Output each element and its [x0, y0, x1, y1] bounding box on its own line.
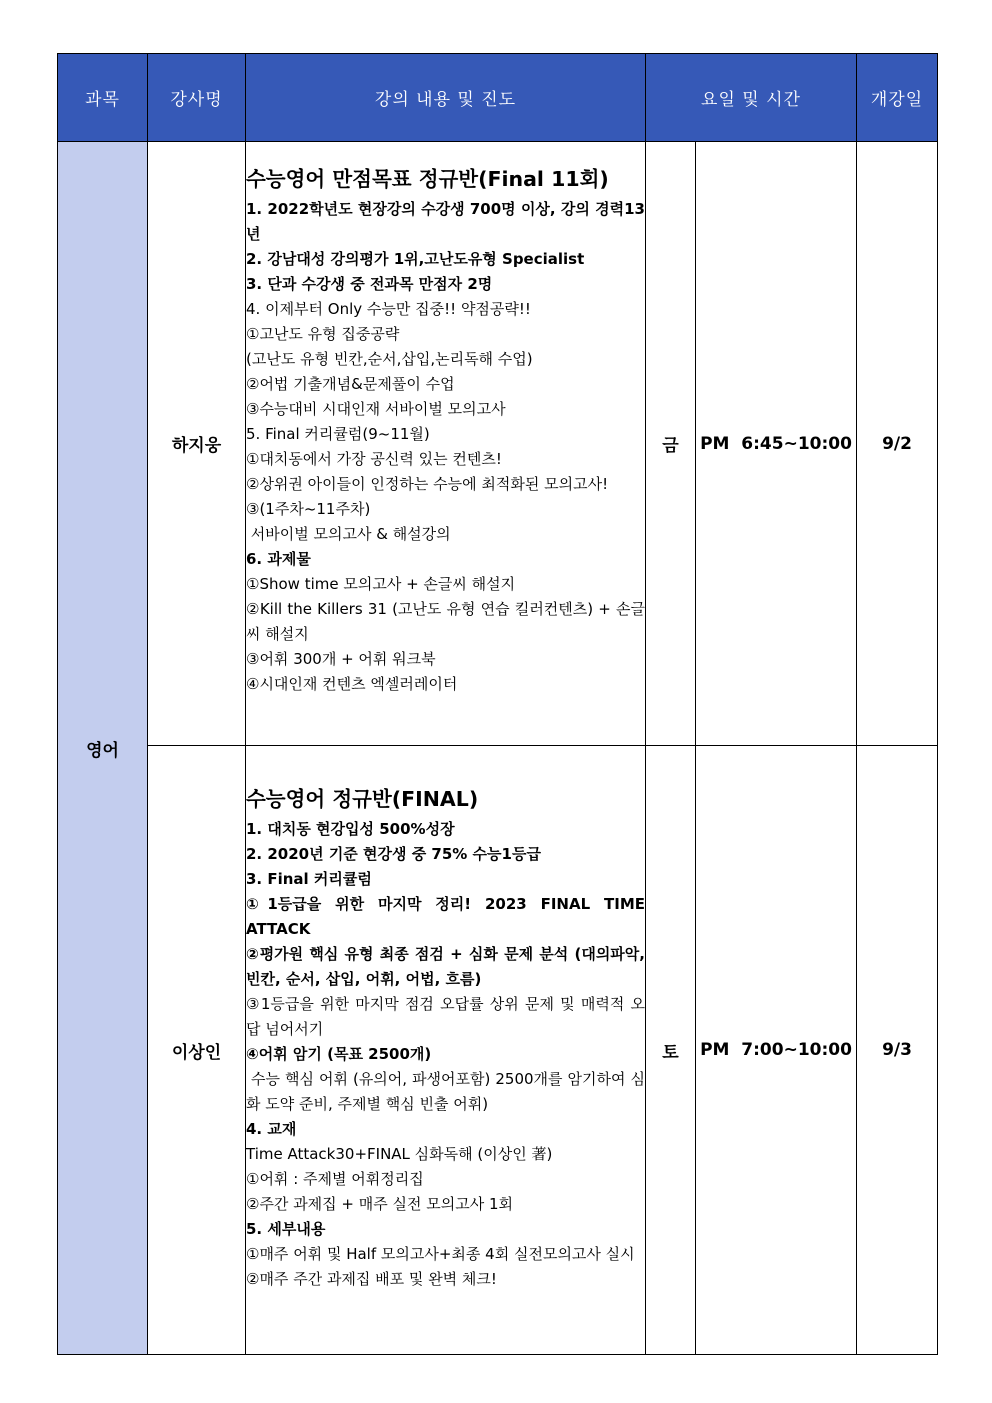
header-day-time: 요일 및 시간 — [646, 54, 857, 142]
content-line: 6. 과제물 — [246, 550, 311, 568]
content-line: (고난도 유형 빈칸,순서,삽입,논리독해 수업) — [246, 350, 533, 368]
start-date-cell: 9/2 — [857, 142, 938, 746]
table-row — [58, 746, 938, 1355]
time-cell: PM 6:45~10:00 — [696, 142, 857, 746]
header-row — [58, 54, 938, 142]
schedule-table — [57, 53, 938, 1355]
header-content: 강의 내용 및 진도 — [246, 54, 646, 142]
content-line: ②Kill the Killers 31 (고난도 유형 연습 킬러컨텐츠) + 손글씨 해설지 — [246, 600, 645, 643]
day-cell: 토 — [646, 746, 696, 1355]
content-line: ④어휘 암기 (목표 2500개) — [246, 1045, 432, 1063]
content-line: ③수능대비 시대인재 서바이벌 모의고사 — [246, 400, 506, 418]
content-line: Time Attack30+FINAL 심화독해 (이상인 著) — [246, 1145, 553, 1163]
course-title: 수능영어 만점목표 정규반(Final 11회) — [246, 167, 609, 191]
content-line: 1. 대치동 현강입성 500%성장 — [246, 820, 455, 838]
content-line: 서바이벌 모의고사 & 해설강의 — [246, 525, 451, 543]
course-title: 수능영어 정규반(FINAL) — [246, 787, 479, 811]
day-cell: 금 — [646, 142, 696, 746]
content-line: ②주간 과제집 + 매주 실전 모의고사 1회 — [246, 1195, 514, 1213]
subject-cell: 영어 — [58, 142, 148, 1355]
content-line: ③어휘 300개 + 어휘 워크북 — [246, 650, 436, 668]
content-line: ③(1주차~11주차) — [246, 500, 371, 518]
header-start-date: 개강일 — [857, 54, 938, 142]
header-subject: 과목 — [58, 54, 148, 142]
course-content — [246, 142, 646, 746]
instructor-cell: 이상인 — [148, 746, 246, 1355]
content-line: 4. 교재 — [246, 1120, 297, 1138]
table-row — [58, 142, 938, 746]
content-line: 5. 세부내용 — [246, 1220, 326, 1238]
content-line: ③1등급을 위한 마지막 점검 오답률 상위 문제 및 매력적 오답 넘어서기 — [246, 995, 645, 1038]
content-line: 1. 2022학년도 현장강의 수강생 700명 이상, 강의 경력13년 — [246, 200, 645, 243]
instructor-cell: 하지웅 — [148, 142, 246, 746]
content-line: 3. 단과 수강생 중 전과목 만점자 2명 — [246, 275, 493, 293]
content-line: ①어휘 : 주제별 어휘정리집 — [246, 1170, 424, 1188]
content-line: ①대치동에서 가장 공신력 있는 컨텐츠! — [246, 450, 502, 468]
content-line: 3. Final 커리큘럼 — [246, 870, 372, 888]
content-line: ②평가원 핵심 유형 최종 점검 + 심화 문제 분석 (대의파악, 빈칸, 순서, 삽입, 어휘, 어법, 흐름) — [246, 945, 645, 988]
content-line: 5. Final 커리큘럼(9~11월) — [246, 425, 430, 443]
content-line: 2. 강남대성 강의평가 1위,고난도유형 Specialist — [246, 250, 585, 268]
content-line: 4. 이제부터 Only 수능만 집중!! 약점공략!! — [246, 300, 531, 318]
content-line: ②매주 주간 과제집 배포 및 완벽 체크! — [246, 1270, 497, 1288]
content-line: ①매주 어휘 및 Half 모의고사+최종 4회 실전모의고사 실시 — [246, 1245, 635, 1263]
content-line: 수능 핵심 어휘 (유의어, 파생어포함) 2500개를 암기하여 심화 도약 준비, 주제별 핵심 빈출 어휘) — [246, 1070, 645, 1113]
content-line: 2. 2020년 기준 현강생 중 75% 수능1등급 — [246, 845, 541, 863]
content-line: ①1등급을 위한 마지막 정리! 2023 FINAL TIME ATTACK — [246, 895, 645, 938]
start-date-cell: 9/3 — [857, 746, 938, 1355]
content-line: ①Show time 모의고사 + 손글씨 해설지 — [246, 575, 516, 593]
content-line: ④시대인재 컨텐츠 엑셀러레이터 — [246, 675, 458, 693]
course-content — [246, 746, 646, 1355]
time-cell: PM 7:00~10:00 — [696, 746, 857, 1355]
content-line: ②상위권 아이들이 인정하는 수능에 최적화된 모의고사! — [246, 475, 609, 493]
content-line: ①고난도 유형 집중공략 — [246, 325, 400, 343]
content-line: ②어법 기출개념&문제풀이 수업 — [246, 375, 455, 393]
header-instructor: 강사명 — [148, 54, 246, 142]
